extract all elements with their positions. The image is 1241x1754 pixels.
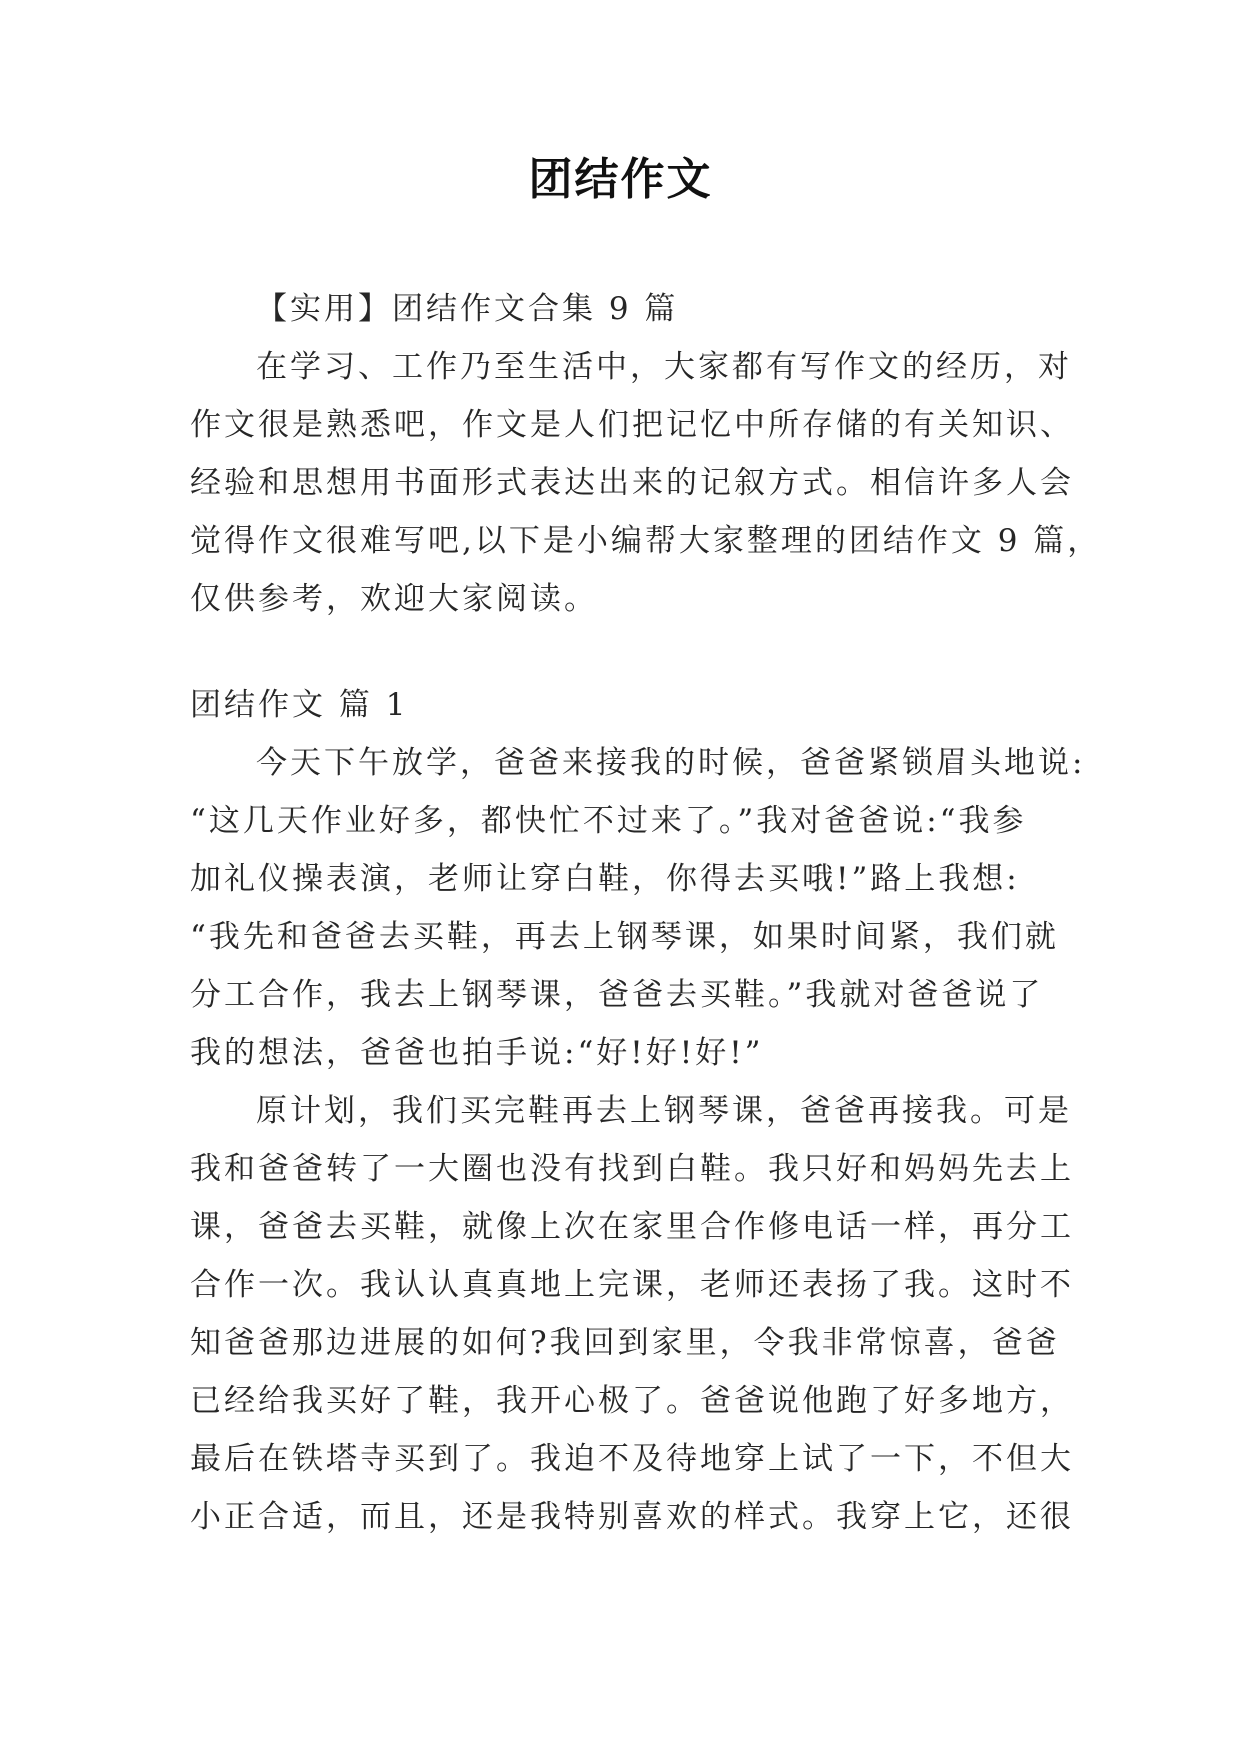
intro-line: 经验和思想用书面形式表达出来的记叙方式。相信许多人会: [190, 465, 1074, 501]
intro-block: [190, 280, 1102, 628]
intro-line: 作文很是熟悉吧，作文是人们把记忆中所存储的有关知识、: [190, 407, 1074, 443]
paragraph-line: 最后在铁塔寺买到了。我迫不及待地穿上试了一下，不但大: [190, 1441, 1074, 1477]
intro-line: 在学习、工作乃至生活中，大家都有写作文的经历，对: [256, 349, 1072, 385]
paragraph-line: 知爸爸那边进展的如何?我回到家里，令我非常惊喜，爸爸: [190, 1325, 1060, 1361]
document-title: 团结作文: [528, 154, 713, 205]
paragraph-line: 已经给我买好了鞋，我开心极了。爸爸说他跑了好多地方，: [190, 1383, 1074, 1419]
intro-line: 仅供参考，欢迎大家阅读。: [190, 581, 598, 617]
paragraph-line: 分工合作，我去上钢琴课，爸爸去买鞋。”我就对爸爸说了: [190, 977, 1044, 1013]
paragraph-line: 小正合适，而且，还是我特别喜欢的样式。我穿上它，还很: [190, 1499, 1074, 1535]
paragraph-line: 原计划，我们买完鞋再去上钢琴课，爸爸再接我。可是: [256, 1093, 1072, 1129]
intro-subtitle: 【实用】团结作文合集 9 篇: [256, 291, 679, 327]
paragraph-line: 我和爸爸转了一大圈也没有找到白鞋。我只好和妈妈先去上: [190, 1151, 1074, 1187]
paragraph-line: 合作一次。我认认真真地上完课，老师还表扬了我。这时不: [190, 1267, 1074, 1303]
paragraph-line: 今天下午放学，爸爸来接我的时候，爸爸紧锁眉头地说:: [256, 745, 1086, 781]
paragraph-line: 课，爸爸去买鞋，就像上次在家里合作修电话一样，再分工: [190, 1209, 1074, 1245]
paragraph-line: 我的想法，爸爸也拍手说:“好!好!好!”: [190, 1035, 764, 1071]
paragraph-line: 加礼仪操表演，老师让穿白鞋，你得去买哦!”路上我想:: [190, 861, 1020, 897]
paragraph-line: “我先和爸爸去买鞋，再去上钢琴课，如果时间紧，我们就: [190, 919, 1059, 955]
section-1: [190, 676, 1086, 1546]
intro-line: 觉得作文很难写吧,以下是小编帮大家整理的团结作文 9 篇，: [190, 523, 1102, 559]
section-heading: 团结作文 篇 1: [190, 687, 409, 723]
paragraph-line: “这几天作业好多，都快忙不过来了。”我对爸爸说:“我参: [190, 803, 1027, 839]
